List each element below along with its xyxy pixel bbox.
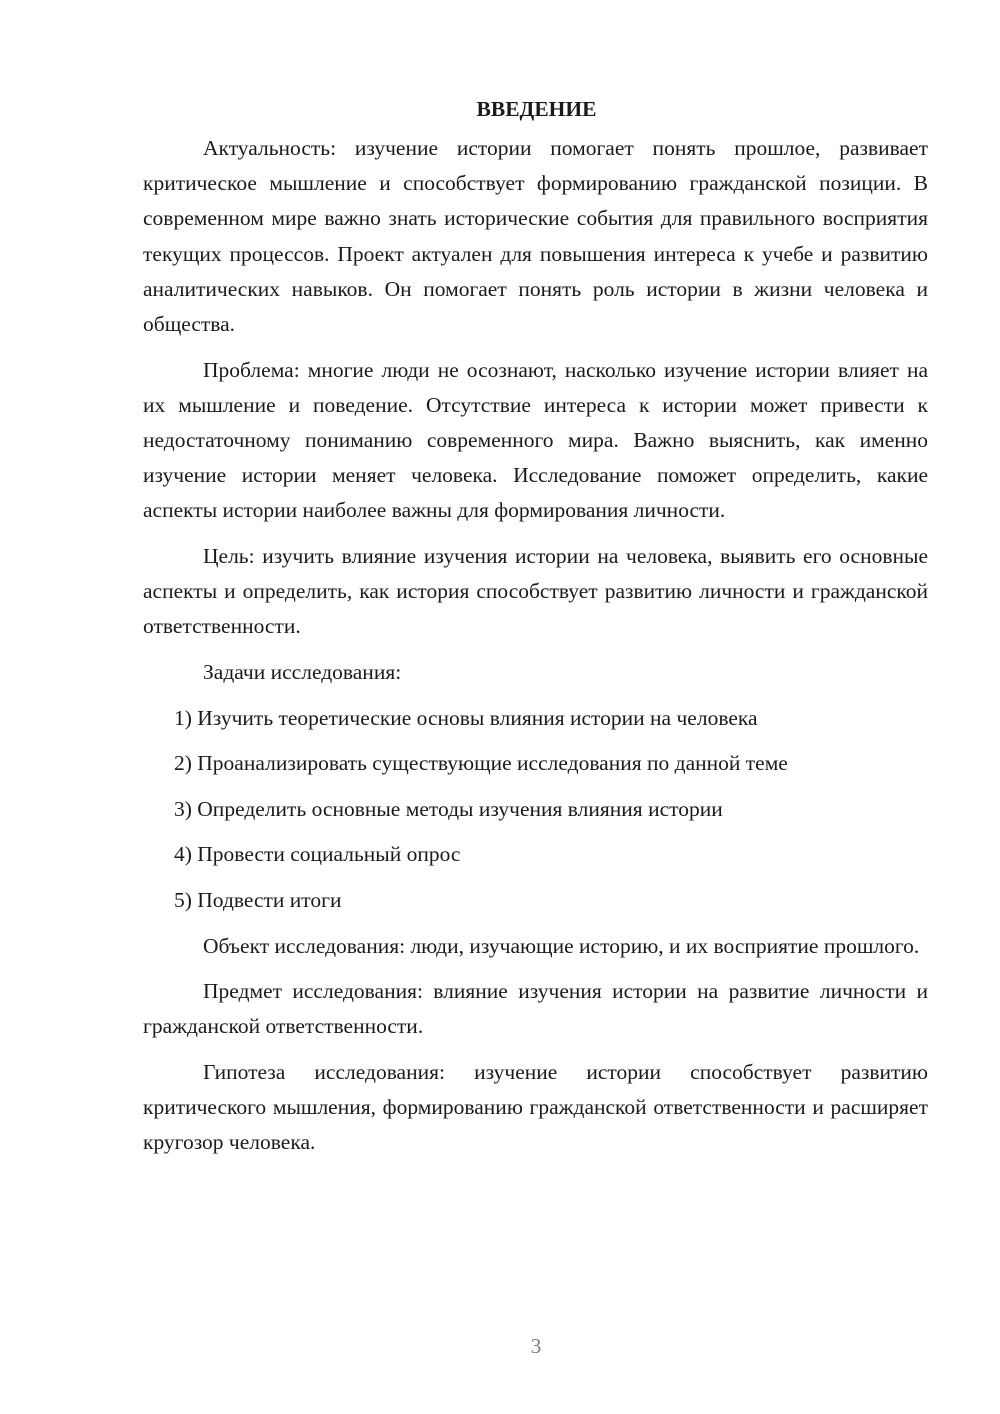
tasks-list (143, 701, 928, 919)
page-number: 3 (530, 1334, 542, 1358)
document-page (143, 92, 928, 1171)
problem-paragraph: Проблема: многие люди не осознают, насколько изучение истории влияет на их мышление и поведение. Отсутствие интереса к истории может привести к недостаточному пониманию современного мира. Важно выяснить, как именно изучение истории меняет человека. Исследование поможет определить, какие аспекты истории наиболее важны для формирования личности. (143, 357, 928, 523)
task-item: 4) Провести социальный опрос (174, 842, 461, 867)
section-title: ВВЕДЕНИЕ (476, 97, 597, 121)
relevance-paragraph: Актуальность: изучение истории помогает понять прошлое, развивает критическое мышление и способствует формированию гражданской позиции. В современном мире важно знать исторические события для правильного восприятия текущих процессов. Проект актуален для повышения интереса к учебе и развитию аналитических навыков. Он помогает понять роль истории в жизни человека и общества. (143, 136, 928, 337)
subject-paragraph: Предмет исследования: влияние изучения истории на развитие личности и гражданской ответственности. (143, 979, 928, 1039)
task-item: 5) Подвести итоги (174, 887, 342, 912)
hypothesis-paragraph: Гипотеза исследования: изучение истории способствует развитию критического мышления, формированию гражданской ответственности и расширяет кругозор человека. (143, 1059, 928, 1155)
goal-paragraph: Цель: изучить влияние изучения истории на человека, выявить его основные аспекты и определить, как история способствует развитию личности и гражданской ответственности. (143, 544, 928, 639)
task-item: 1) Изучить теоретические основы влияния истории на человека (174, 705, 758, 730)
task-item: 3) Определить основные методы изучения влияния истории (174, 796, 723, 821)
task-item: 2) Проанализировать существующие исследования по данной теме (174, 751, 788, 776)
object-paragraph: Объект исследования: люди, изучающие историю, и их восприятие прошлого. (203, 933, 920, 958)
tasks-heading: Задачи исследования: (203, 660, 402, 685)
